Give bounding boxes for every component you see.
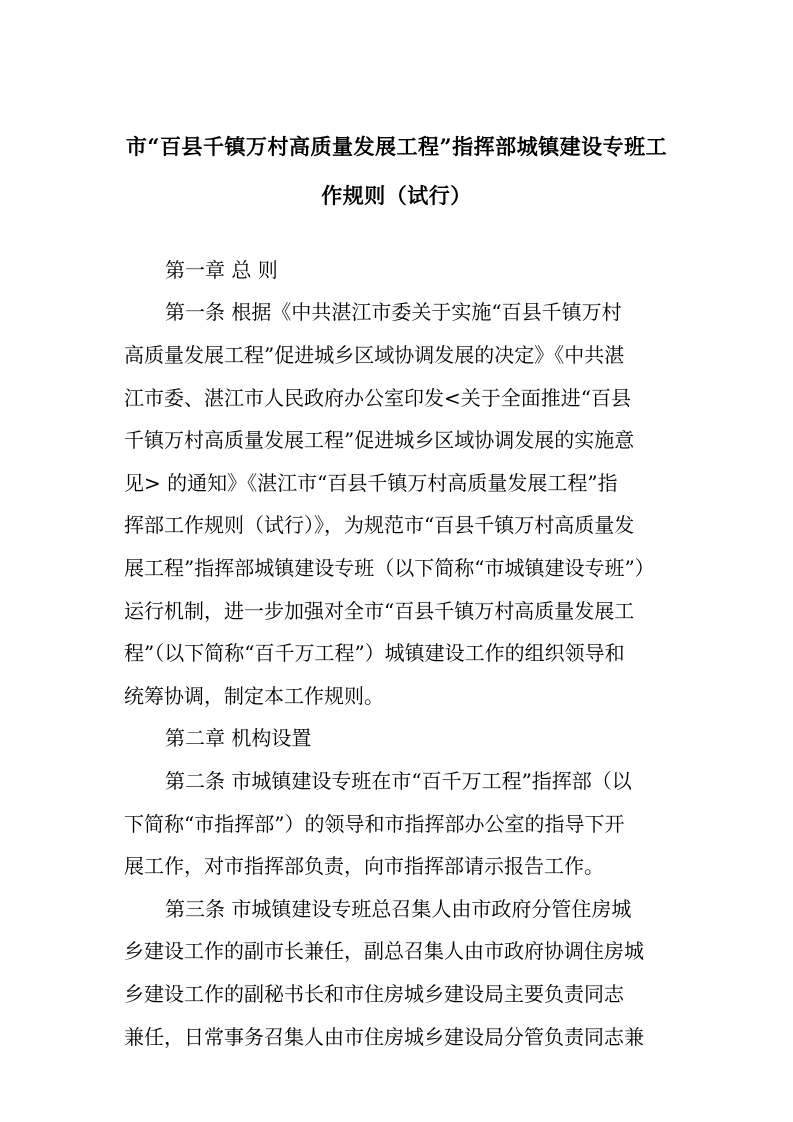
body-line: 运行机制，进一步加强对全市“百县千镇万村高质量发展工 xyxy=(124,599,635,623)
body-line: 挥部工作规则（试行）》，为规范市“百县千镇万村高质量发 xyxy=(124,513,635,537)
body-line: 下简称“市指挥部”）的领导和市指挥部办公室的指导下开 xyxy=(124,812,625,836)
body-line: 千镇万村高质量发展工程”促进城乡区域协调发展的实施意 xyxy=(124,428,635,452)
body-line: 第一条 根据《中共湛江市委关于实施“百县千镇万村 xyxy=(165,300,622,324)
body-line: 乡建设工作的副秘书长和市住房城乡建设局主要负责同志 xyxy=(124,982,624,1006)
body-line: 兼任，日常事务召集人由市住房城乡建设局分管负责同志兼 xyxy=(124,1025,644,1049)
body-line: 江市委、湛江市人民政府办公室印发<关于全面推进“百县 xyxy=(124,386,631,410)
body-line: 第三条 市城镇建设专班总召集人由市政府分管住房城 xyxy=(165,897,632,921)
body-line: 第二条 市城镇建设专班在市“百千万工程”指挥部（以 xyxy=(165,769,632,793)
document-title-line-2: 作规则（试行） xyxy=(321,183,472,208)
document-title-line-1: 市“百县千镇万村高质量发展工程”指挥部城镇建设专班工 xyxy=(125,134,668,159)
body-line: 展工程”指挥部城镇建设专班（以下简称“市城镇建设专班”） xyxy=(124,556,655,580)
chapter-1-heading: 第一章 总 则 xyxy=(165,258,278,282)
body-line: 见> 的通知》《湛江市“百县千镇万村高质量发展工程”指 xyxy=(124,471,618,495)
chapter-2-heading: 第二章 机构设置 xyxy=(165,726,312,750)
body-line: 高质量发展工程”促进城乡区域协调发展的决定》《中共湛 xyxy=(124,343,625,367)
body-line: 展工作，对市指挥部负责，向市指挥部请示报告工作。 xyxy=(124,854,604,878)
body-line: 统筹协调，制定本工作规则。 xyxy=(124,684,384,708)
body-line: 程”（以下简称“百千万工程”）城镇建设工作的组织领导和 xyxy=(124,641,625,665)
body-line: 乡建设工作的副市长兼任，副总召集人由市政府协调住房城 xyxy=(124,939,644,963)
